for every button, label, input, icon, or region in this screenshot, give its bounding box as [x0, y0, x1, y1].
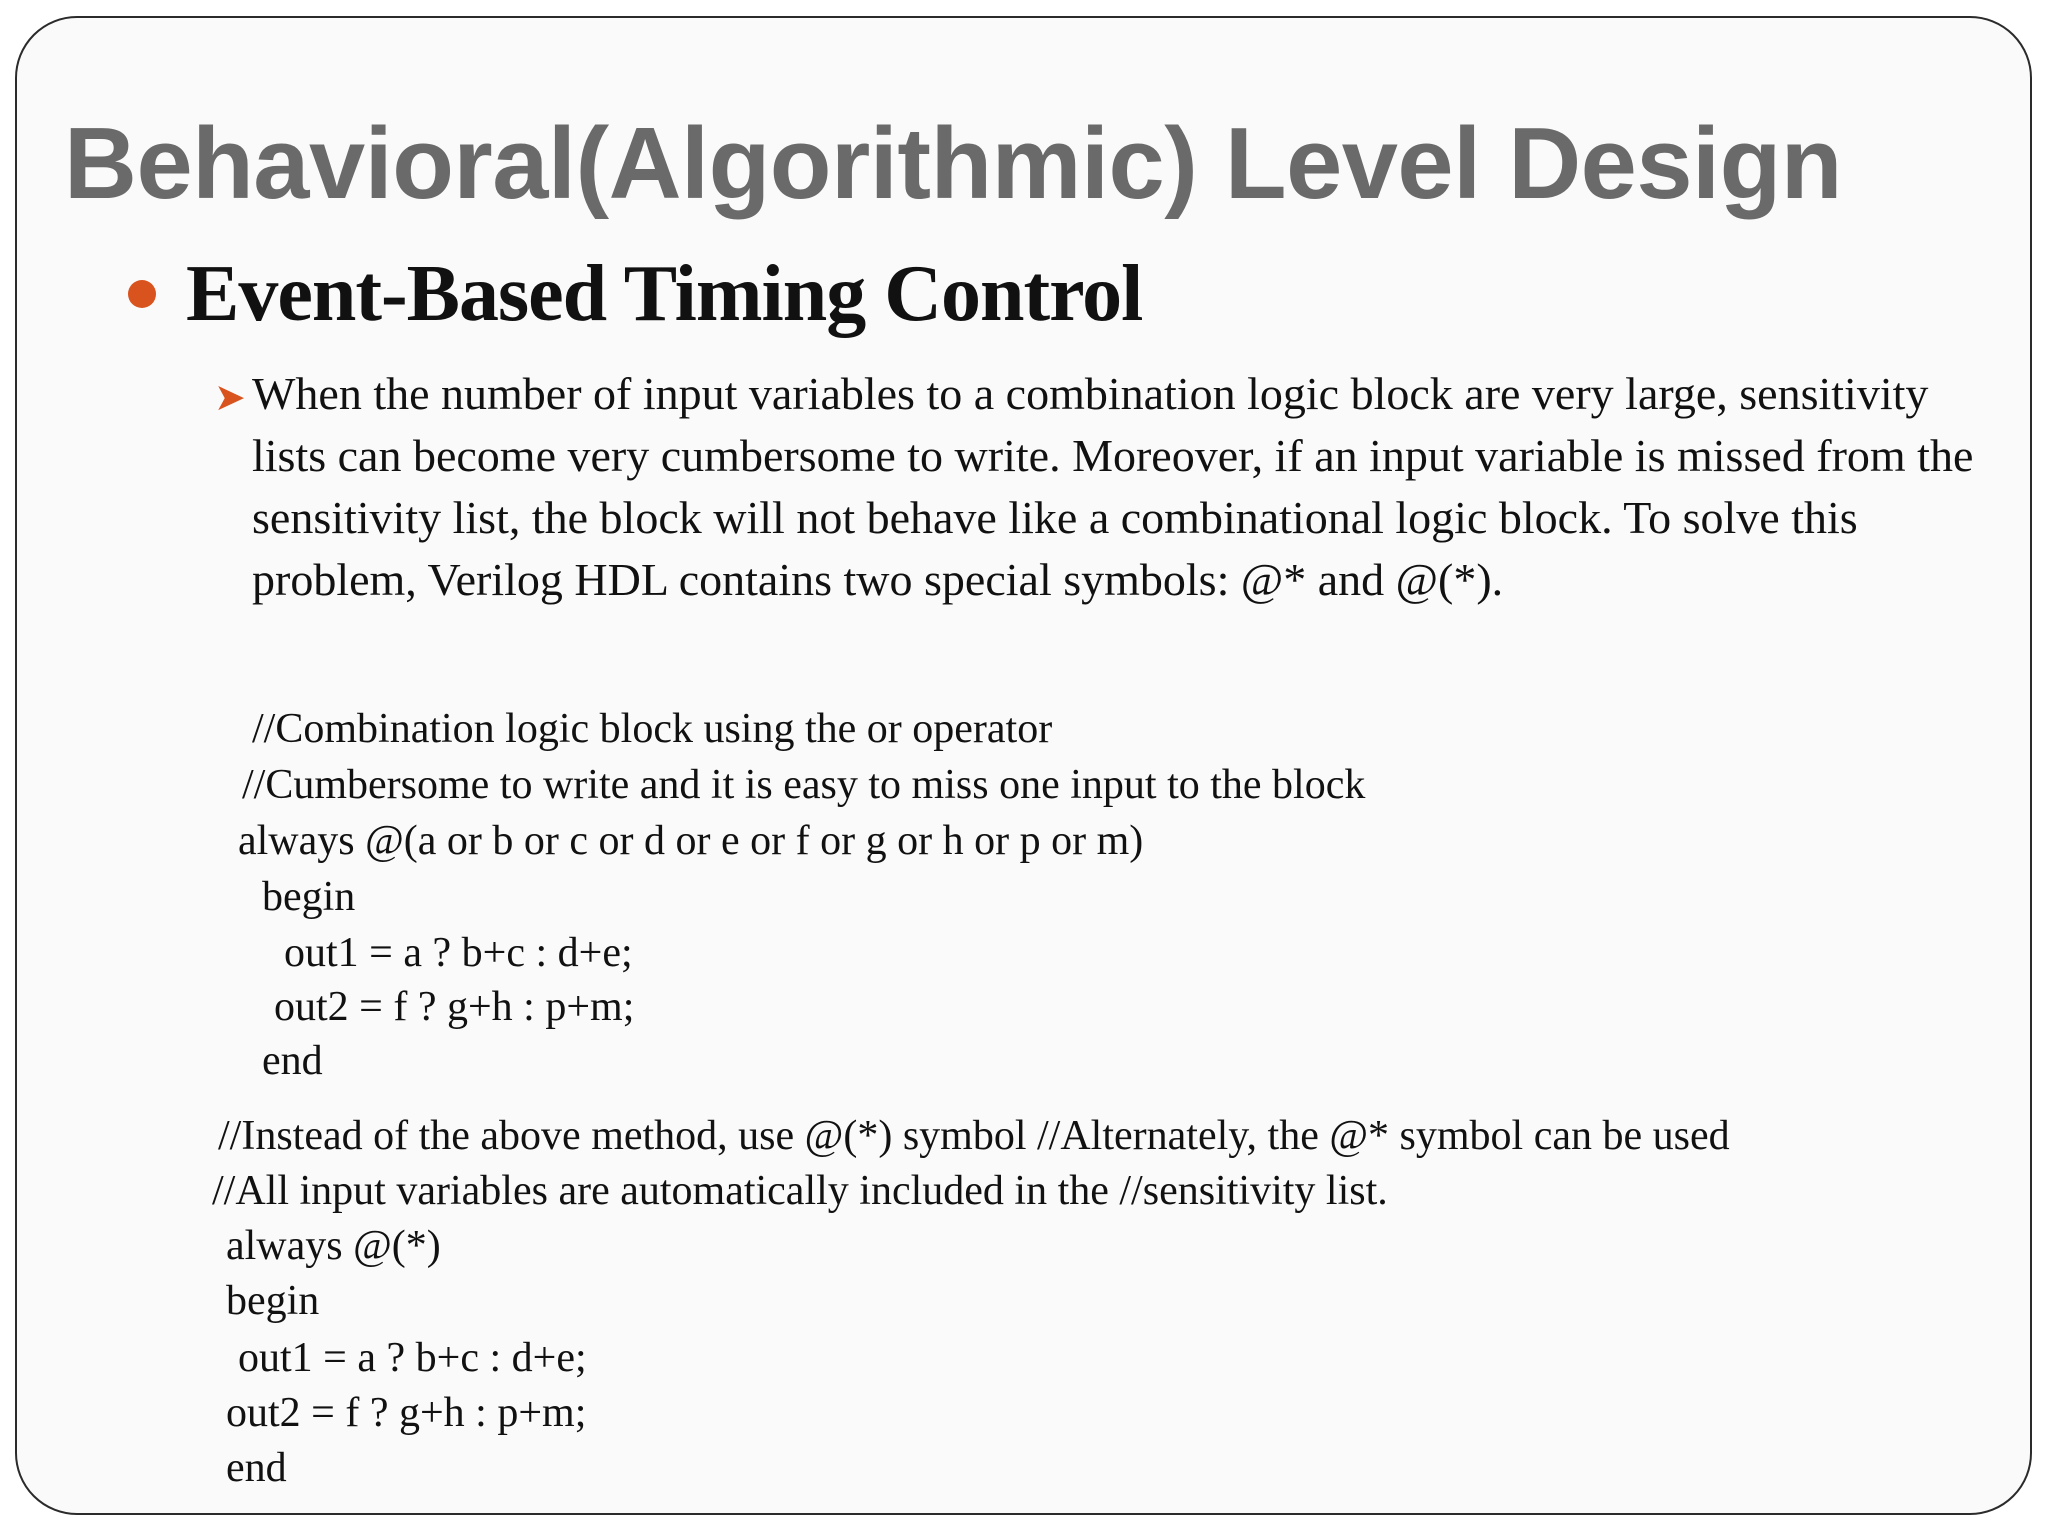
code2-line: end	[226, 1445, 287, 1491]
body-paragraph: When the number of input variables to a combination logic block are very large, sensitivity lists can become very cumbersome to write. Moreover, if an input variable is missed from the sensitivity list, the block will not behave like a combinational logic block. To solve this problem, Verilog HDL contains two special symbols: @* and @(*).	[252, 368, 1974, 605]
code2-line: always @(*)	[226, 1223, 441, 1269]
code2-line: out1 = a ? b+c : d+e;	[238, 1335, 587, 1381]
code2-line: begin	[226, 1278, 320, 1324]
code1-line: begin	[262, 874, 356, 920]
arrow-right-icon: ➤	[214, 375, 246, 419]
code2-line: //All input variables are automatically included in the //sensitivity list.	[212, 1168, 1388, 1214]
code1-line: end	[262, 1038, 323, 1084]
bullet-heading	[128, 246, 1142, 342]
code1-line: always @(a or b or c or d or e or f or g or h or p or m)	[238, 818, 1144, 864]
bullet-heading-text: Event-Based Timing Control	[186, 250, 1143, 338]
code1-line: //Combination logic block using the or operator	[252, 706, 1053, 752]
code1-line: //Cumbersome to write and it is easy to miss one input to the block	[242, 762, 1366, 808]
code1-line: out1 = a ? b+c : d+e;	[284, 930, 633, 976]
bullet-dot-icon	[128, 280, 156, 308]
code2-line: out2 = f ? g+h : p+m;	[226, 1390, 587, 1436]
code2-line: //Instead of the above method, use @(*) symbol //Alternately, the @* symbol can be used	[218, 1113, 1730, 1159]
slide-title: Behavioral(Algorithmic) Level Design	[64, 108, 1842, 220]
code1-line: out2 = f ? g+h : p+m;	[274, 984, 635, 1030]
